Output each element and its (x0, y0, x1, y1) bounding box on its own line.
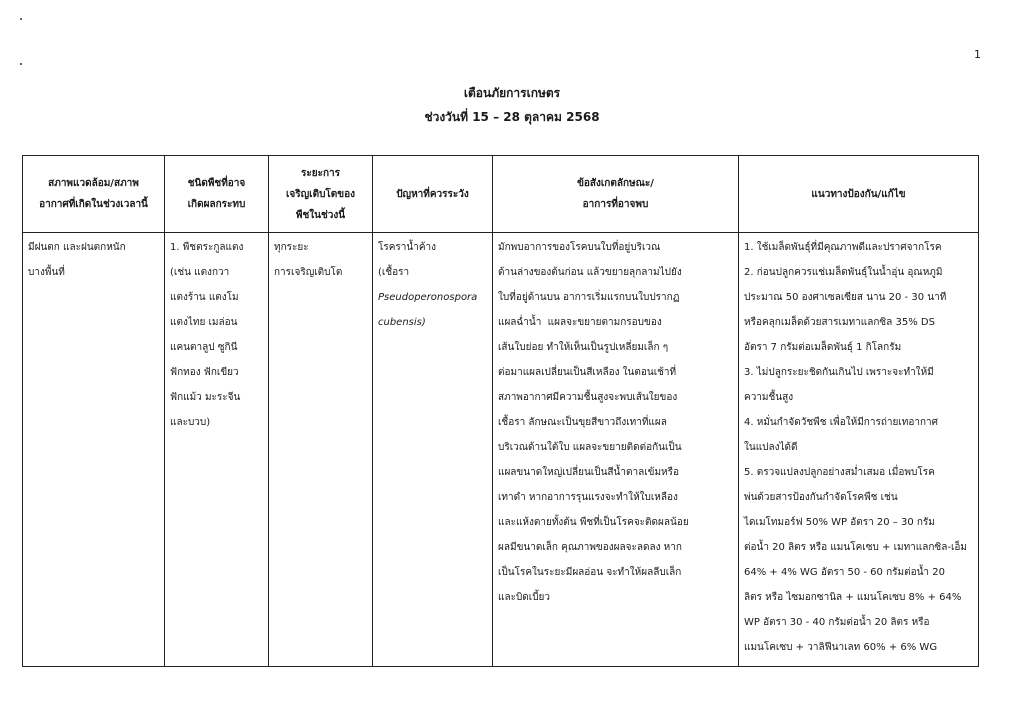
scan-mark-dot (20, 63, 22, 65)
header-crops: ชนิดพืชที่อาจ เกิดผลกระทบ (165, 156, 269, 233)
cell-problem (373, 233, 493, 667)
pathogen-open: (เชื้อรา (378, 267, 410, 278)
document-title: เตือนภัยการเกษตร (463, 86, 561, 100)
header-symptoms: ข้อสังเกตลักษณะ/ อาการที่อาจพบ (493, 156, 739, 233)
header-environment: สภาพแวดล้อม/สภาพ อากาศที่เกิดในช่วงเวลานี้ (23, 156, 165, 233)
pathogen-species: cubensis) (378, 317, 426, 328)
table-row (23, 233, 979, 667)
advisory-table (22, 155, 979, 667)
header-prevention: แนวทางป้องกัน/แก้ไข (739, 156, 979, 233)
cell-symptoms: มักพบอาการของโรคบนใบที่อยู่บริเวณ ด้านล่างของต้นก่อน แล้วขยายลุกลามไปยัง ใบที่อยู่ด้านบน อาการเริ่มแรกบนใบปรากฏ แผลฉ่ำน้ำ แผลจะขยายตามกรอบของ เส้นใบย่อย ทำให้เห็นเป็นรูปเหลี่ยมเล็ก ๆ ต่อมาแผลเปลี่ยนเป็นสีเหลือง ในตอนเช้าที่ สภาพอากาศมีความชื้นสูงจะพบเส้นใยของ เชื้อรา ลักษณะเป็นขุยสีขาวถึงเทาที่แผล บริเวณด้านใต้ใบ แผลจะขยายติดต่อกันเป็น แผลขนาดใหญ่เปลี่ยนเป็นสีน้ำตาลเข้มหรือ เทาดำ หากอาการรุนแรงจะทำให้ใบเหลือง และแห้งตายทั้งต้น พืชที่เป็นโรคจะติดผลน้อย ผลมีขนาดเล็ก คุณภาพของผลจะลดลง หาก เป็นโรคในระยะมีผลอ่อน จะทำให้ผลลีบเล็ก และบิดเบี้ยว (493, 233, 739, 667)
scan-mark-dot (20, 18, 22, 20)
table-header-row (23, 156, 979, 233)
disease-name: โรคราน้ำค้าง (378, 242, 437, 253)
cell-crops: 1. พืชตระกูลแตง (เช่น แตงกวา แตงร้าน แตงโม แตงไทย เมล่อน แคนตาลูป ซูกินี ฟักทอง ฟักเขียว ฟักแม้ว มะระจีน และบวบ) (165, 233, 269, 667)
header-problem: ปัญหาที่ควรระวัง (373, 156, 493, 233)
page-number: 1 (974, 48, 981, 61)
cell-growth-stage: ทุกระยะ การเจริญเติบโต (269, 233, 373, 667)
header-growth-stage: ระยะการ เจริญเติบโตของ พืชในช่วงนี้ (269, 156, 373, 233)
cell-prevention: 1. ใช้เมล็ดพันธุ์ที่มีคุณภาพดีและปราศจากโรค 2. ก่อนปลูกควรแช่เมล็ดพันธุ์ในน้ำอุ่น อุณหภูมิ ประมาณ 50 องศาเซลเซียส นาน 20 - 30 นาที หรือคลุกเมล็ดด้วยสารเมทาแลกซิล 35% DS อัตรา 7 กรัมต่อเมล็ดพันธุ์ 1 กิโลกรัม 3. ไม่ปลูกระยะชิดกันเกินไป เพราะจะทำให้มี ความชื้นสูง 4. หมั่นกำจัดวัชพืช เพื่อให้มีการถ่ายเทอากาศ ในแปลงได้ดี 5. ตรวจแปลงปลูกอย่างสม่ำเสมอ เมื่อพบโรค พ่นด้วยสารป้องกันกำจัดโรคพืช เช่น ไดเมโทมอร์ฟ 50% WP อัตรา 20 – 30 กรัม ต่อน้ำ 20 ลิตร หรือ แมนโคเซบ + เมทาแลกซิล-เอ็ม 64% + 4% WG อัตรา 50 - 60 กรัมต่อน้ำ 20 ลิตร หรือ ไซมอกซานิล + แมนโคเซบ 8% + 64% WP อัตรา 30 - 40 กรัมต่อน้ำ 20 ลิตร หรือ แมนโคเซบ + วาลิฟีนาเลท 60% + 6% WG (739, 233, 979, 667)
cell-environment: มีฝนตก และฝนตกหนัก บางพื้นที่ (23, 233, 165, 667)
document-period: ช่วงวันที่ 15 – 28 ตุลาคม 2568 (424, 110, 600, 124)
pathogen-genus: Pseudoperonospora (378, 292, 478, 303)
